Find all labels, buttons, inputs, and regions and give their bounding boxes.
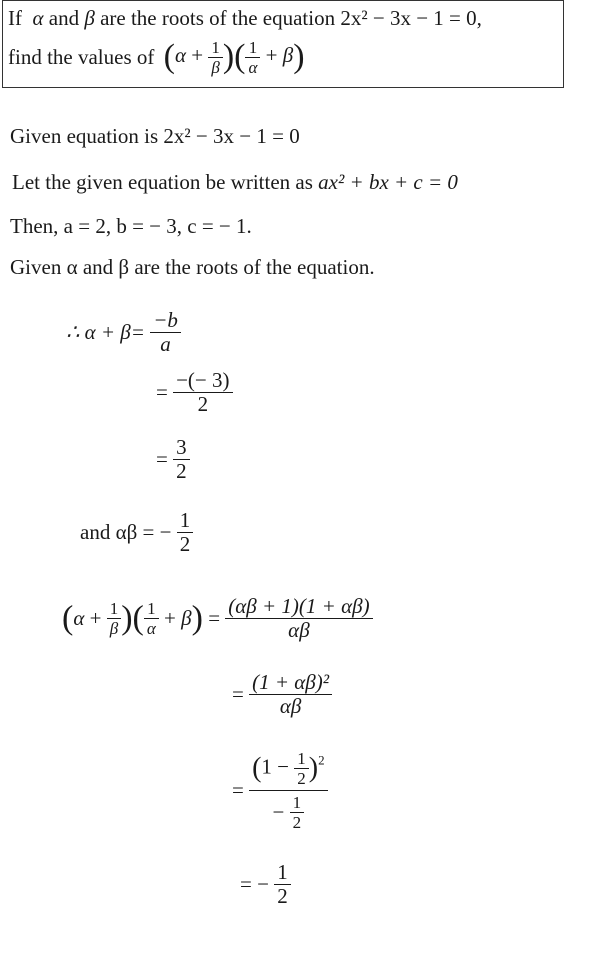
problem-equation: 2x² − 3x − 1 = 0, — [340, 6, 482, 30]
expression-step-2: = $\frac{\text{(1 + αβ)²}}{\alpha\beta}$ — [232, 672, 332, 717]
final-answer: = − $\frac{1}{2}$ — [240, 862, 291, 907]
let-equation: Let the given equation be written as ax² + bx + c = 0 — [12, 170, 458, 194]
expression-step-3: = (1 − $\frac{1}{2}$ )$^2$ − $\frac{1}{2}$ — [232, 750, 328, 831]
sum-of-roots: ∴ α + β= $\frac{-b}{a}$ — [66, 310, 181, 355]
expression-line: (α + $\frac{1}{\beta}$ )( $\frac{1}{\alpha}$ + β) = $\frac{(\alpha\beta + 1)(1 + \alpha\beta)}{\alpha\beta}$ — [62, 596, 373, 641]
problem-line-2: find the values of (α + $\frac{1}{\beta}$ )( $\frac{1}{\alpha}$ + β) — [8, 37, 305, 77]
sum-step-2: = $\frac{-(- 3)}{2}$ — [156, 370, 233, 415]
problem-line-1: If α and β are the roots of the equation 2x² − 3x − 1 = 0, — [8, 6, 482, 30]
product-of-roots: and αβ = − $\frac{1}{2}$ — [80, 510, 193, 555]
given-equation: Given equation is 2x² − 3x − 1 = 0 — [10, 124, 300, 148]
problem-expression: (α + $\frac{1}{\beta}$ )( $\frac{1}{\alpha}$ + β) — [163, 37, 305, 77]
given-roots: Given α and β are the roots of the equation. — [10, 255, 375, 279]
coefficients: Then, a = 2, b = − 3, c = − 1. — [10, 214, 252, 238]
sum-step-3: = $\frac{3}{2}$ — [156, 437, 190, 482]
